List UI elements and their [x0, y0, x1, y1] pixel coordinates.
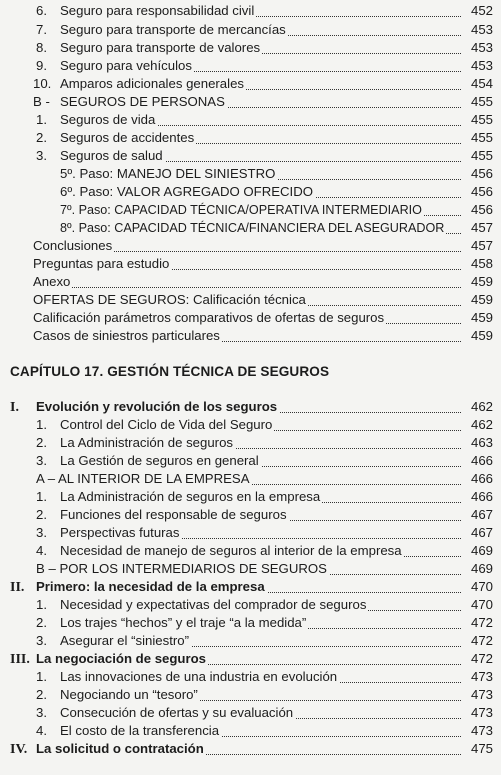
toc-entry — [0, 273, 501, 291]
toc-entry — [0, 740, 501, 758]
entry-title: Amparos adicionales generales — [60, 76, 245, 91]
entry-title: Negociando un “tesoro” — [60, 687, 198, 702]
entry-title: Seguros de vida — [60, 112, 156, 127]
entry-number: 1. — [36, 489, 47, 504]
entry-title: Las innovaciones de una industria en evolución — [60, 669, 338, 684]
entry-title: 7º. Paso: CAPACIDAD TÉCNICA/OPERATIVA INTERMEDIARIO — [60, 203, 422, 217]
toc-entry — [0, 165, 501, 183]
toc-entry — [0, 416, 501, 434]
toc-entry — [0, 560, 501, 578]
toc-entry — [0, 237, 501, 255]
entry-page: 457 — [468, 237, 493, 255]
entry-number: 2. — [36, 615, 47, 630]
entry-page: 453 — [468, 39, 493, 57]
entry-page: 453 — [468, 21, 493, 39]
entry-page: 467 — [468, 506, 493, 524]
entry-number: B - — [33, 94, 50, 109]
dot-leader — [60, 287, 461, 288]
entry-page: 459 — [468, 273, 493, 291]
entry-page: 462 — [468, 398, 493, 416]
toc-entry — [0, 578, 501, 596]
entry-number: 3. — [36, 705, 47, 720]
toc-entry — [0, 452, 501, 470]
toc-entry — [0, 470, 501, 488]
entry-page: 469 — [468, 542, 493, 560]
toc-entry — [0, 327, 501, 345]
entry-title: Funciones del responsable de seguros — [60, 507, 287, 522]
toc-entry — [0, 506, 501, 524]
entry-page: 473 — [468, 686, 493, 704]
entry-number: 7. — [36, 22, 47, 37]
toc-entry — [0, 488, 501, 506]
entry-page: 457 — [468, 219, 493, 237]
entry-number: 6. — [36, 3, 47, 18]
entry-title: Seguro para transporte de valores — [60, 40, 261, 55]
entry-title: Asegurar el “siniestro” — [60, 633, 189, 648]
entry-title: 8º. Paso: CAPACIDAD TÉCNICA/FINANCIERA DEL ASEGURADOR — [60, 221, 445, 235]
toc-entry — [0, 398, 501, 416]
entry-title: El costo de la transferencia — [60, 723, 220, 738]
entry-page: 466 — [468, 452, 493, 470]
entry-title: Evolución y revolución de los seguros — [36, 399, 278, 414]
entry-page: 472 — [468, 632, 493, 650]
entry-number: 3. — [36, 453, 47, 468]
entry-number: 3. — [36, 525, 47, 540]
toc-entry — [0, 596, 501, 614]
toc-entry — [0, 650, 501, 668]
entry-number: 4. — [36, 723, 47, 738]
entry-title: Seguro para transporte de mercancías — [60, 22, 286, 37]
entry-title: Los trajes “hechos” y el traje “a la medida” — [60, 615, 307, 630]
entry-title: La Administración de seguros — [60, 435, 234, 450]
entry-page: 456 — [468, 201, 493, 219]
entry-number: 9. — [36, 58, 47, 73]
entry-title: Anexo — [33, 274, 71, 289]
toc-entry — [0, 147, 501, 165]
entry-title: Consecución de ofertas y su evaluación — [60, 705, 294, 720]
entry-number: 2. — [36, 507, 47, 522]
entry-title: La negociación de seguros — [36, 651, 207, 666]
entry-title: Primero: la necesidad de la empresa — [36, 579, 265, 594]
entry-page: 467 — [468, 524, 493, 542]
toc-entry — [0, 632, 501, 650]
entry-page: 466 — [468, 470, 493, 488]
entry-title: Perspectivas futuras — [60, 525, 180, 540]
entry-number: 1. — [36, 112, 47, 127]
entry-page: 455 — [468, 129, 493, 147]
toc-entry — [0, 201, 501, 219]
entry-page: 463 — [468, 434, 493, 452]
toc-entry — [0, 614, 501, 632]
entry-number: 3. — [36, 148, 47, 163]
toc-entry — [0, 668, 501, 686]
entry-number: II. — [10, 580, 25, 595]
entry-number: III. — [10, 652, 30, 667]
entry-number: 1. — [36, 417, 47, 432]
entry-number: 3. — [36, 633, 47, 648]
toc-entry — [0, 57, 501, 75]
entry-number: 2. — [36, 435, 47, 450]
entry-number: IV. — [10, 742, 28, 757]
entry-title: Necesidad de manejo de seguros al interior de la empresa — [60, 543, 402, 558]
toc-entry — [0, 75, 501, 93]
entry-number: 2. — [36, 687, 47, 702]
entry-page: 473 — [468, 668, 493, 686]
entry-page: 473 — [468, 704, 493, 722]
entry-page: 470 — [468, 596, 493, 614]
entry-title: La Administración de seguros en la empresa — [60, 489, 321, 504]
entry-title: B – POR LOS INTERMEDIARIOS DE SEGUROS — [36, 561, 327, 576]
entry-page: 472 — [468, 650, 493, 668]
toc-entry — [0, 93, 501, 111]
entry-title: SEGUROS DE PERSONAS — [60, 94, 225, 109]
entry-title: Seguros de accidentes — [60, 130, 195, 145]
entry-page: 473 — [468, 722, 493, 740]
entry-number: 4. — [36, 543, 47, 558]
toc-entry — [0, 434, 501, 452]
toc-entry — [0, 21, 501, 39]
entry-title: Casos de siniestros particulares — [33, 328, 220, 343]
entry-page: 462 — [468, 416, 493, 434]
entry-page: 459 — [468, 309, 493, 327]
entry-page: 453 — [468, 57, 493, 75]
entry-page: 455 — [468, 111, 493, 129]
entry-page: 459 — [468, 327, 493, 345]
entry-title: Seguro para responsabilidad civil — [60, 3, 255, 18]
toc-entry — [0, 129, 501, 147]
toc-entry — [0, 39, 501, 57]
toc-entry — [0, 704, 501, 722]
entry-number: 1. — [36, 597, 47, 612]
entry-title: Seguro para vehículos — [60, 58, 192, 73]
entry-page: 452 — [468, 2, 493, 20]
entry-title: 5º. Paso: MANEJO DEL SINIESTRO — [60, 166, 276, 181]
toc-entry — [0, 219, 501, 237]
entry-number: 1. — [36, 669, 47, 684]
entry-number: 10. — [33, 76, 52, 91]
entry-page: 458 — [468, 255, 493, 273]
entry-title: 6º. Paso: VALOR AGREGADO OFRECIDO — [60, 184, 314, 199]
entry-page: 470 — [468, 578, 493, 596]
toc-entry — [0, 2, 501, 20]
toc-entry — [0, 309, 501, 327]
entry-title: Conclusiones — [33, 238, 113, 253]
entry-title: Necesidad y expectativas del comprador de seguros — [60, 597, 367, 612]
entry-page: 466 — [468, 488, 493, 506]
entry-title: Preguntas para estudio — [33, 256, 170, 271]
entry-page: 454 — [468, 75, 493, 93]
entry-page: 459 — [468, 291, 493, 309]
toc-entry — [0, 291, 501, 309]
entry-number: I. — [10, 400, 19, 415]
entry-page: 475 — [468, 740, 493, 758]
entry-page: 469 — [468, 560, 493, 578]
dot-leader — [60, 251, 461, 252]
entry-title: OFERTAS DE SEGUROS: Calificación técnica — [33, 292, 306, 307]
toc-entry — [0, 183, 501, 201]
chapter-title: CAPÍTULO 17. GESTIÓN TÉCNICA DE SEGUROS — [10, 364, 330, 379]
toc-entry — [0, 524, 501, 542]
entry-title: Control del Ciclo de Vida del Seguro — [60, 417, 273, 432]
entry-title: A – AL INTERIOR DE LA EMPRESA — [36, 471, 250, 486]
entry-page: 456 — [468, 165, 493, 183]
toc-entry — [0, 722, 501, 740]
entry-page: 456 — [468, 183, 493, 201]
entry-page: 455 — [468, 93, 493, 111]
entry-title: La solicitud o contratación — [36, 741, 204, 756]
entry-title: Calificación parámetros comparativos de ofertas de seguros — [33, 310, 385, 325]
toc-entry — [0, 542, 501, 560]
entry-title: La Gestión de seguros en general — [60, 453, 259, 468]
entry-number: 2. — [36, 130, 47, 145]
entry-page: 455 — [468, 147, 493, 165]
toc-entry — [0, 686, 501, 704]
entry-title: Seguros de salud — [60, 148, 163, 163]
entry-number: 8. — [36, 40, 47, 55]
toc-entry — [0, 255, 501, 273]
entry-page: 472 — [468, 614, 493, 632]
toc-entry — [0, 111, 501, 129]
